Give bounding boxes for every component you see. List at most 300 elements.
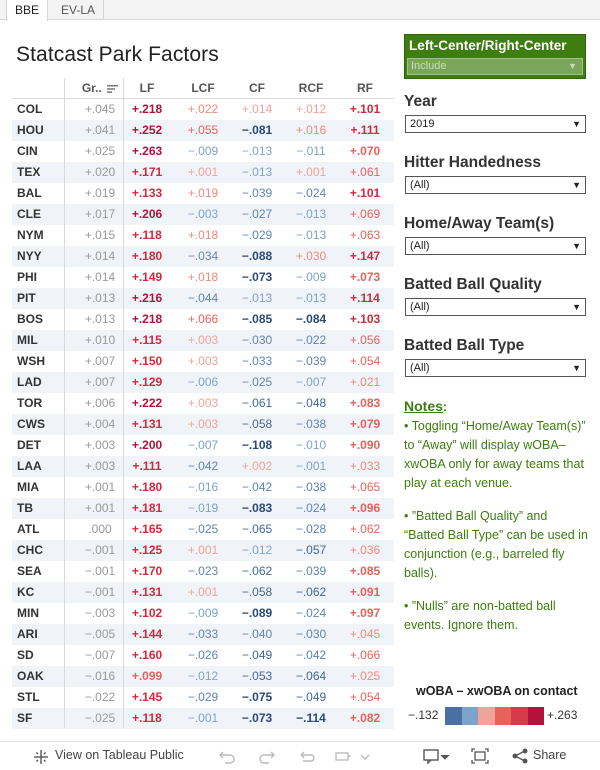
- page-title: Statcast Park Factors: [16, 43, 219, 66]
- notes-colon: :: [442, 400, 448, 414]
- table-header: [12, 78, 394, 99]
- col-header-lf[interactable]: LF: [139, 81, 155, 95]
- legend-min: −.132: [408, 708, 439, 722]
- lf-cell: +.129: [131, 375, 163, 389]
- team-cell: PHI: [17, 270, 38, 284]
- lcf-cell: −.007: [187, 438, 219, 452]
- gr-cell: +.013: [84, 291, 116, 305]
- table-row[interactable]: [12, 624, 394, 645]
- bottom-toolbar: [0, 741, 600, 770]
- cf-cell: −.062: [241, 564, 273, 578]
- tab-bar: [0, 0, 600, 20]
- quality-select[interactable]: (All) ▼: [405, 298, 586, 316]
- type-label: Batted Ball Type: [404, 337, 525, 354]
- lcf-cell: −.001: [187, 711, 219, 725]
- lf-cell: +.180: [131, 249, 163, 263]
- table-row[interactable]: [12, 498, 394, 519]
- chevron-down-icon: ▼: [572, 119, 581, 129]
- legend-swatch: [445, 707, 462, 725]
- lf-cell: +.115: [132, 333, 162, 347]
- note-item: • Toggling “Home/Away Team(s)” to “Away” will display wOBA–xwOBA only for away teams that play at each venue.: [404, 419, 586, 490]
- fullscreen-icon[interactable]: [471, 748, 489, 764]
- rf-cell: +.085: [349, 564, 381, 578]
- handedness-select[interactable]: (All) ▼: [405, 176, 586, 194]
- gr-cell: −.001: [84, 543, 116, 557]
- rcf-cell: −.064: [295, 669, 327, 683]
- rcf-cell: −.007: [295, 375, 327, 389]
- cf-cell: −.081: [241, 123, 273, 137]
- park-factors-table: [12, 78, 394, 729]
- lf-cell: +.216: [131, 291, 163, 305]
- rf-cell: +.065: [349, 480, 381, 494]
- lcf-cell: −.012: [187, 669, 219, 683]
- gr-cell: −.022: [84, 690, 116, 704]
- lf-cell: +.150: [131, 354, 163, 368]
- table-row[interactable]: [12, 603, 394, 624]
- lf-cell: +.263: [131, 144, 163, 158]
- lf-cell: +.171: [131, 165, 163, 179]
- lf-cell: +.181: [131, 501, 163, 515]
- lf-cell: +.160: [131, 648, 163, 662]
- year-label: Year: [404, 93, 437, 110]
- rf-cell: +.073: [349, 270, 381, 284]
- lc-rc-filter: [404, 34, 586, 79]
- cf-cell: −.083: [241, 501, 273, 515]
- col-header-cf[interactable]: CF: [249, 81, 265, 95]
- lf-cell: +.206: [131, 207, 163, 221]
- chevron-down-icon[interactable]: [440, 748, 450, 764]
- table-row[interactable]: [12, 687, 394, 708]
- lf-cell: +.131: [131, 417, 163, 431]
- share-icon[interactable]: [511, 748, 529, 764]
- chevron-down-icon: ▼: [572, 241, 581, 251]
- gr-cell: −.001: [84, 585, 116, 599]
- type-select[interactable]: (All) ▼: [405, 359, 586, 377]
- sort-icon[interactable]: [107, 84, 118, 94]
- gr-cell: +.025: [84, 144, 116, 158]
- rf-cell: +.111: [350, 123, 380, 137]
- notes-title: Notes: [404, 398, 443, 414]
- cf-cell: −.029: [241, 228, 273, 242]
- gr-cell: −.016: [84, 669, 116, 683]
- rcf-cell: −.048: [295, 396, 327, 410]
- rf-cell: +.054: [349, 354, 381, 368]
- team-cell: TB: [17, 501, 33, 515]
- col-header-gr[interactable]: Gr..: [72, 81, 128, 95]
- gr-cell: +.015: [84, 228, 116, 242]
- lcf-cell: +.003: [187, 417, 219, 431]
- lf-cell: +.145: [131, 690, 163, 704]
- table-row[interactable]: [12, 99, 394, 120]
- gr-cell: +.007: [84, 354, 116, 368]
- handedness-label: Hitter Handedness: [404, 154, 541, 171]
- chevron-down-icon: ▼: [572, 363, 581, 373]
- lcf-cell: +.001: [187, 585, 219, 599]
- lcf-cell: −.044: [187, 291, 219, 305]
- lf-cell: +.102: [131, 606, 163, 620]
- rf-cell: +.101: [349, 102, 381, 116]
- cf-cell: −.033: [241, 354, 273, 368]
- home-away-label: Home/Away Team(s): [404, 215, 555, 232]
- rf-cell: +.083: [349, 396, 381, 410]
- team-cell: CIN: [17, 144, 38, 158]
- table-row[interactable]: [12, 288, 394, 309]
- lcf-cell: −.019: [187, 501, 219, 515]
- table-row[interactable]: [12, 435, 394, 456]
- rf-cell: +.069: [349, 207, 381, 221]
- rf-cell: +.021: [349, 375, 381, 389]
- home-away-select[interactable]: (All) ▼: [405, 237, 586, 255]
- col-header-rf[interactable]: RF: [357, 81, 373, 95]
- team-cell: CLE: [17, 207, 41, 221]
- chevron-down-icon: ▼: [572, 180, 581, 190]
- view-on-tableau-link[interactable]: View on Tableau Public: [55, 748, 184, 762]
- rcf-cell: −.010: [295, 438, 327, 452]
- table-body: [12, 99, 394, 729]
- table-row[interactable]: [12, 414, 394, 435]
- lf-cell: +.111: [132, 459, 162, 473]
- cf-cell: −.061: [241, 396, 273, 410]
- lcf-cell: +.003: [187, 333, 219, 347]
- year-select[interactable]: 2019 ▼: [405, 115, 586, 133]
- gr-cell: +.003: [84, 459, 116, 473]
- lf-cell: +.144: [131, 627, 163, 641]
- lf-cell: +.118: [132, 711, 162, 725]
- team-cell: TOR: [17, 396, 43, 410]
- rcf-cell: −.038: [295, 480, 327, 494]
- gr-cell: −.005: [84, 627, 116, 641]
- team-cell: COL: [17, 102, 43, 116]
- team-cell: ATL: [17, 522, 40, 536]
- rcf-cell: −.022: [295, 333, 327, 347]
- lc-rc-select[interactable]: Include ▼: [407, 58, 583, 75]
- col-header-rcf[interactable]: RCF: [298, 81, 324, 95]
- table-row[interactable]: [12, 225, 394, 246]
- lf-cell: +.222: [131, 396, 163, 410]
- team-cell: CHC: [17, 543, 43, 557]
- table-row[interactable]: [12, 456, 394, 477]
- cf-cell: −.058: [241, 585, 273, 599]
- rf-cell: +.061: [349, 165, 381, 179]
- team-cell: CWS: [17, 417, 45, 431]
- table-row[interactable]: [12, 582, 394, 603]
- rcf-cell: +.012: [295, 102, 327, 116]
- rf-cell: +.101: [349, 186, 381, 200]
- rf-cell: +.025: [349, 669, 381, 683]
- lcf-cell: +.001: [187, 165, 219, 179]
- cf-cell: −.013: [241, 144, 273, 158]
- color-legend: [445, 707, 544, 725]
- cf-cell: +.002: [241, 459, 273, 473]
- table-row[interactable]: [12, 183, 394, 204]
- refresh-icon[interactable]: [334, 748, 352, 764]
- lf-cell: +.218: [131, 312, 163, 326]
- rcf-cell: −.024: [295, 186, 327, 200]
- column-divider: [123, 78, 124, 728]
- lf-cell: +.131: [131, 585, 163, 599]
- team-cell: DET: [17, 438, 41, 452]
- cf-cell: −.073: [241, 711, 273, 725]
- rcf-cell: −.024: [295, 606, 327, 620]
- rf-cell: +.070: [349, 144, 381, 158]
- gr-cell: +.045: [84, 102, 116, 116]
- cf-cell: −.075: [241, 690, 273, 704]
- lcf-cell: −.009: [187, 606, 219, 620]
- gr-cell: +.020: [84, 165, 116, 179]
- rf-cell: +.036: [349, 543, 381, 557]
- legend-max: +.263: [547, 708, 578, 722]
- lcf-cell: −.025: [187, 522, 219, 536]
- rcf-cell: −.030: [295, 627, 327, 641]
- rf-cell: +.091: [349, 585, 381, 599]
- cf-cell: −.013: [241, 291, 273, 305]
- rf-cell: +.103: [349, 312, 381, 326]
- lcf-cell: −.034: [187, 249, 219, 263]
- lf-cell: +.218: [131, 102, 163, 116]
- table-row[interactable]: [12, 519, 394, 540]
- gr-cell: −.003: [84, 606, 116, 620]
- cf-cell: −.058: [241, 417, 273, 431]
- rcf-cell: +.016: [295, 123, 327, 137]
- gr-cell: +.013: [84, 312, 116, 326]
- cf-cell: −.039: [241, 186, 273, 200]
- rcf-cell: −.062: [295, 585, 327, 599]
- note-item: • ”Batted Ball Quality” and “Batted Ball Type” can be used in conjunction (e.g., barreled fly balls).: [404, 509, 588, 580]
- cf-cell: −.012: [241, 543, 273, 557]
- rf-cell: +.097: [349, 606, 381, 620]
- legend-swatch: [528, 707, 545, 725]
- rcf-cell: −.011: [296, 144, 326, 158]
- gr-cell: +.019: [84, 186, 116, 200]
- gr-cell: +.014: [84, 249, 116, 263]
- legend-title: wOBA – xwOBA on contact: [416, 684, 578, 698]
- rcf-cell: −.039: [295, 564, 327, 578]
- rcf-cell: +.001: [295, 165, 327, 179]
- rf-cell: +.054: [349, 690, 381, 704]
- lf-cell: +.133: [131, 186, 163, 200]
- legend-swatch: [462, 707, 479, 725]
- gr-cell: +.007: [84, 375, 116, 389]
- rcf-cell: −.001: [295, 459, 327, 473]
- rcf-cell: +.030: [295, 249, 327, 263]
- tab-bbe[interactable]: BBE: [6, 0, 48, 21]
- gr-cell: +.041: [84, 123, 116, 137]
- table-row[interactable]: [12, 708, 394, 729]
- chevron-down-icon[interactable]: [360, 748, 370, 764]
- tableau-logo-icon: [33, 749, 49, 765]
- table-row[interactable]: [12, 246, 394, 267]
- revert-icon[interactable]: [298, 748, 316, 764]
- cf-cell: −.030: [241, 333, 273, 347]
- rf-cell: +.066: [349, 648, 381, 662]
- lf-cell: +.118: [132, 228, 162, 242]
- lc-rc-filter-label: Left-Center/Right-Center: [409, 38, 567, 53]
- rf-cell: +.056: [349, 333, 381, 347]
- rcf-cell: −.057: [295, 543, 327, 557]
- lf-cell: +.149: [131, 270, 163, 284]
- lcf-cell: +.001: [187, 543, 219, 557]
- rcf-cell: −.013: [295, 291, 327, 305]
- legend-swatch: [478, 707, 495, 725]
- table-row[interactable]: [12, 540, 394, 561]
- rcf-cell: −.009: [295, 270, 327, 284]
- lcf-cell: −.016: [187, 480, 219, 494]
- team-cell: MIN: [17, 606, 39, 620]
- table-row[interactable]: [12, 477, 394, 498]
- table-row[interactable]: [12, 141, 394, 162]
- lcf-cell: −.006: [187, 375, 219, 389]
- lf-cell: +.099: [131, 669, 163, 683]
- rf-cell: +.045: [349, 627, 381, 641]
- team-cell: NYY: [17, 249, 42, 263]
- team-cell: LAD: [17, 375, 42, 389]
- rf-cell: +.063: [349, 228, 381, 242]
- rcf-cell: −.013: [295, 228, 327, 242]
- rf-cell: +.033: [349, 459, 381, 473]
- lf-cell: +.200: [131, 438, 163, 452]
- lcf-cell: +.018: [187, 270, 219, 284]
- rcf-cell: −.114: [296, 711, 326, 725]
- team-cell: OAK: [17, 669, 44, 683]
- lf-cell: +.252: [131, 123, 163, 137]
- table-row[interactable]: [12, 204, 394, 225]
- rf-cell: +.147: [349, 249, 381, 263]
- rf-cell: +.079: [349, 417, 381, 431]
- lcf-cell: +.018: [187, 228, 219, 242]
- legend-swatch: [511, 707, 528, 725]
- table-row[interactable]: [12, 372, 394, 393]
- note-item: • ”Nulls” are non-batted ball events. Ignore them.: [404, 599, 556, 632]
- quality-label: Batted Ball Quality: [404, 276, 542, 293]
- rcf-cell: −.024: [295, 501, 327, 515]
- cf-cell: −.040: [241, 627, 273, 641]
- cf-cell: −.073: [241, 270, 273, 284]
- team-cell: MIA: [17, 480, 39, 494]
- lcf-cell: +.022: [187, 102, 219, 116]
- table-row[interactable]: [12, 666, 394, 687]
- cf-cell: +.014: [241, 102, 273, 116]
- rcf-cell: −.013: [295, 207, 327, 221]
- lf-cell: +.180: [131, 480, 163, 494]
- rcf-cell: −.049: [295, 690, 327, 704]
- cf-cell: −.089: [241, 606, 273, 620]
- team-cell: LAA: [17, 459, 42, 473]
- cf-cell: −.027: [241, 207, 273, 221]
- share-button[interactable]: Share: [533, 748, 567, 762]
- cf-cell: −.088: [241, 249, 273, 263]
- gr-cell: −.007: [84, 648, 116, 662]
- gr-cell: +.014: [84, 270, 116, 284]
- gr-cell: +.003: [84, 438, 116, 452]
- rcf-cell: −.038: [295, 417, 327, 431]
- team-cell: WSH: [17, 354, 45, 368]
- team-cell: BAL: [17, 186, 42, 200]
- team-cell: SD: [17, 648, 34, 662]
- lcf-cell: +.055: [187, 123, 219, 137]
- tab-ev-la[interactable]: EV-LA: [53, 0, 104, 20]
- gr-cell: +.004: [84, 417, 116, 431]
- gr-cell: +.001: [84, 480, 116, 494]
- rcf-cell: −.039: [295, 354, 327, 368]
- rf-cell: +.096: [349, 501, 381, 515]
- team-cell: KC: [17, 585, 35, 599]
- gr-cell: +.006: [84, 396, 116, 410]
- legend-swatch: [495, 707, 512, 725]
- lcf-cell: −.026: [187, 648, 219, 662]
- lf-cell: +.170: [131, 564, 163, 578]
- lcf-cell: −.023: [187, 564, 219, 578]
- chevron-down-icon: ▼: [572, 302, 581, 312]
- team-cell: BOS: [17, 312, 44, 326]
- rf-cell: +.082: [349, 711, 381, 725]
- team-cell: PIT: [17, 291, 36, 305]
- chevron-down-icon: ▼: [568, 61, 577, 71]
- table-row[interactable]: [12, 162, 394, 183]
- col-header-lcf[interactable]: LCF: [191, 81, 215, 95]
- gr-cell: +.017: [84, 207, 116, 221]
- cf-cell: −.065: [241, 522, 273, 536]
- table-row[interactable]: [12, 561, 394, 582]
- team-cell: TEX: [17, 165, 41, 179]
- team-cell: SF: [17, 711, 33, 725]
- table-row[interactable]: [12, 267, 394, 288]
- table-row[interactable]: [12, 645, 394, 666]
- gr-cell: −.001: [84, 564, 116, 578]
- cf-cell: −.013: [241, 165, 273, 179]
- lcf-cell: −.042: [187, 459, 219, 473]
- undo-icon[interactable]: [218, 748, 236, 764]
- cf-cell: −.025: [241, 375, 273, 389]
- rcf-cell: −.028: [295, 522, 327, 536]
- cf-cell: −.085: [241, 312, 273, 326]
- gr-cell: −.025: [84, 711, 116, 725]
- lcf-cell: −.033: [187, 627, 219, 641]
- lcf-cell: −.029: [187, 690, 219, 704]
- rf-cell: +.062: [349, 522, 381, 536]
- gr-cell: +.010: [84, 333, 116, 347]
- lcf-cell: +.066: [187, 312, 219, 326]
- comment-icon[interactable]: [422, 748, 440, 764]
- rcf-cell: −.084: [295, 312, 327, 326]
- lf-cell: +.125: [131, 543, 163, 557]
- table-row[interactable]: [12, 120, 394, 141]
- lf-cell: +.165: [131, 522, 163, 536]
- lcf-cell: +.003: [187, 396, 219, 410]
- cf-cell: −.042: [241, 480, 273, 494]
- gr-cell: +.001: [84, 501, 116, 515]
- rf-cell: +.114: [350, 291, 380, 305]
- table-row[interactable]: [12, 351, 394, 372]
- rf-cell: +.090: [349, 438, 381, 452]
- team-cell: SEA: [17, 564, 42, 578]
- team-cell: ARI: [17, 627, 38, 641]
- redo-icon[interactable]: [258, 748, 276, 764]
- table-row[interactable]: [12, 330, 394, 351]
- notes-panel: [404, 397, 590, 643]
- lcf-cell: +.019: [187, 186, 219, 200]
- team-cell: NYM: [17, 228, 44, 242]
- cf-cell: −.053: [241, 669, 273, 683]
- table-row[interactable]: [12, 393, 394, 414]
- team-cell: STL: [17, 690, 40, 704]
- lcf-cell: −.003: [187, 207, 219, 221]
- cf-cell: −.108: [241, 438, 273, 452]
- team-cell: HOU: [17, 123, 44, 137]
- cf-cell: −.049: [241, 648, 273, 662]
- lcf-cell: −.009: [187, 144, 219, 158]
- table-row[interactable]: [12, 309, 394, 330]
- gr-cell: .000: [88, 522, 112, 536]
